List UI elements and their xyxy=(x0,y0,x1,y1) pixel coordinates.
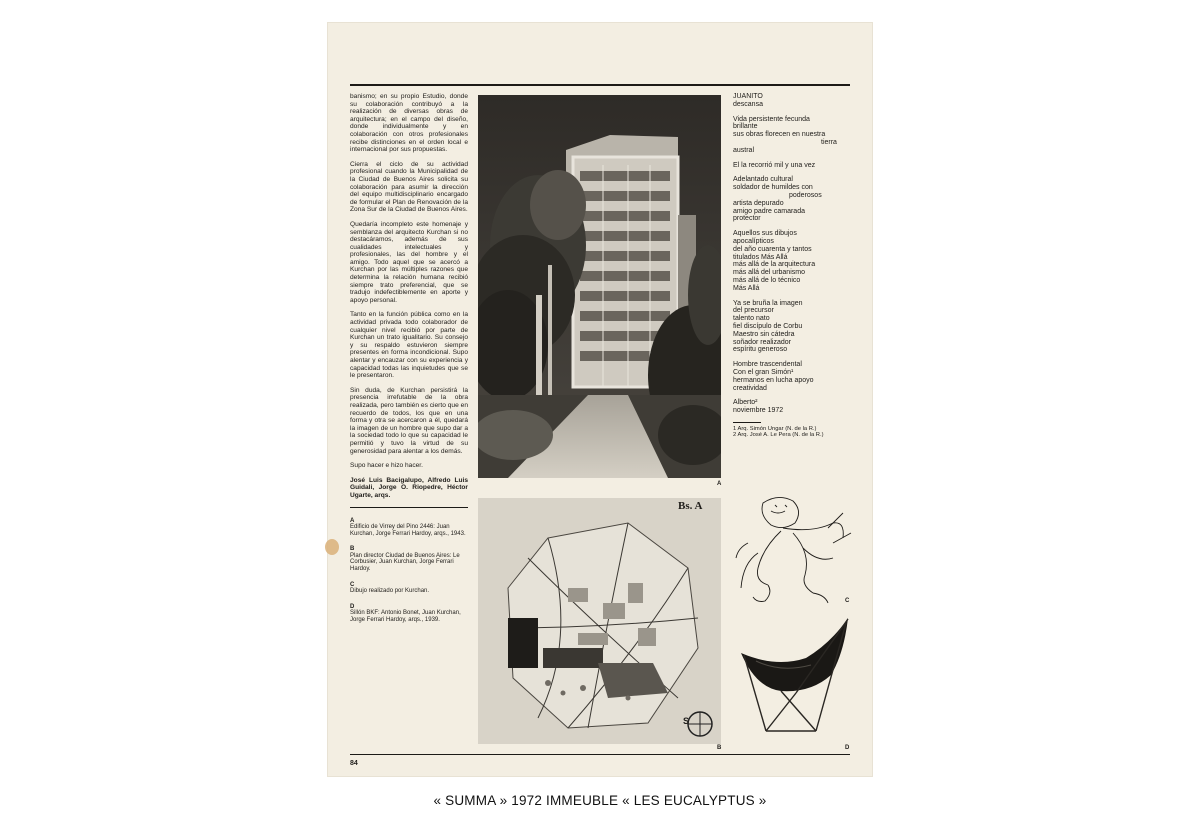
paragraph: Supo hacer e hizo hacer. xyxy=(350,462,423,470)
poem-line: artista depurado xyxy=(733,199,784,207)
poem-line: El la recorrió mil y una vez xyxy=(733,161,816,169)
paragraph: banismo; en su propio Estudio, donde su colaboración contribuyó a la realización de diversas obras de arquitectura; en el campo del diseño, donde individualmente y en colaboración con otros profesionales recibe distinciones en el orden local e internacional por sus propuestas. xyxy=(350,93,468,154)
poem-line: Maestro sin cátedra xyxy=(733,330,795,338)
top-rule xyxy=(350,84,850,86)
poem-stanza xyxy=(733,116,853,155)
poem-line: noviembre 1972 xyxy=(733,407,784,415)
paper-stain xyxy=(325,539,339,555)
bottom-rule xyxy=(350,754,850,755)
poem-line: sus obras florecen en nuestra xyxy=(733,131,826,139)
image-caption: « SUMMA » 1972 IMMEUBLE « LES EUCALYPTUS » xyxy=(433,793,767,808)
footnote: 1 Arq. Simón Ungar (N. de la R.) xyxy=(733,425,817,432)
poem-column xyxy=(733,93,853,439)
city-plan-image xyxy=(478,498,721,744)
poem-line: titulados Más Allá xyxy=(733,253,788,261)
poem-line: más allá de la arquitectura xyxy=(733,261,816,269)
poem-line: JUANITO xyxy=(733,93,763,100)
figure-label-d: D xyxy=(845,745,850,751)
poem-line: Más Allá xyxy=(733,284,760,292)
poem-stanza xyxy=(733,230,853,292)
plan-title: Bs. A xyxy=(678,500,703,512)
poem-line: fiel discípulo de Corbu xyxy=(733,322,803,330)
poem-line: Hombre trascendental xyxy=(733,361,802,369)
caption-b xyxy=(350,546,468,572)
poem-line: descansa xyxy=(733,100,763,108)
poem-line: más allá de lo técnico xyxy=(733,276,801,284)
figure-label-a: A xyxy=(717,481,722,487)
paragraph: Tanto en la función pública como en la actividad privada todo colaborador de cualquier nivel recibió por parte de Kurchan un trato igualitario. Su consejo y su respaldo estuvieron siempre presentes en forma incondicional. Supo alentar y encauzar con su experiencia y capacidad todas las inquietudes que se le presentaron. xyxy=(350,311,468,380)
poem-line: Aquellos sus dibujos xyxy=(733,230,797,238)
poem-line: espíritu generoso xyxy=(733,346,788,354)
poem-line: tierra xyxy=(821,138,837,146)
paragraph: Quedaría incompleto este homenaje y semblanza del arquitecto Kurchan si no destacáramos, además de sus cualidades intelectuales y profesionales, las del hombre y el amigo. Todo aquel que se acercó a Kurchan por las múltiples razones que determina la relación humana recibió siempre trato preferencial, que se tradujo indefectiblemente en aporte y apoyo personal. xyxy=(350,220,468,304)
poem-line: del precursor xyxy=(733,307,774,315)
building-photo xyxy=(478,95,721,478)
caption-letter: A xyxy=(350,517,355,524)
poem-line: soñador realizador xyxy=(733,338,791,346)
sketch-drawing xyxy=(733,493,855,608)
poem-line: del año cuarenta y tantos xyxy=(733,245,812,253)
page-number: 84 xyxy=(350,760,358,767)
footnote: 2 Arq. José A. Le Pera (N. de la R.) xyxy=(733,432,824,439)
poem-stanza xyxy=(733,399,853,415)
poem-line: brillante xyxy=(733,123,758,131)
caption-letter: D xyxy=(350,603,355,610)
authors: José Luis Bacigalupo, Alfredo Luis Guidali, Jorge O. Riopedre, Héctor Ugarte, arqs. xyxy=(350,476,468,499)
compass-letter: S xyxy=(683,716,690,726)
caption-letter: B xyxy=(350,546,355,553)
poem-line: talento nato xyxy=(733,315,770,323)
separator xyxy=(350,507,468,508)
bkf-chair-image xyxy=(736,613,854,738)
caption-text: Plan director Ciudad de Buenos Aires: Le Corbusier, Juan Kurchan, Jorge Ferrari Hardoy. xyxy=(350,552,460,573)
caption-text: Dibujo realizado por Kurchan. xyxy=(350,588,430,595)
poem-line: Adelantado cultural xyxy=(733,176,793,184)
poem-line: hermanos en lucha apoyo xyxy=(733,376,814,384)
paragraph: Sin duda, de Kurchan persistirá la presencia irrefutable de la obra realizada, pero también es cierto que en recuerdo de todos, los que en una forma y otra se acercaron a él, quedará la imagen de un hombre que supo dar a la sociedad todo lo que su capacidad le permitió y tuvo la virtud de su generosidad para alentar a los demás. xyxy=(350,386,468,455)
poem-line: apocalípticos xyxy=(733,237,774,245)
poem-line: austral xyxy=(733,146,755,154)
poem-stanza xyxy=(733,93,853,109)
poem-stanza xyxy=(733,162,853,170)
poem-line: soldador de humildes con xyxy=(733,184,813,192)
magazine-page xyxy=(328,23,872,776)
paragraph: Cierra el ciclo de su actividad profesional cuando la Municipalidad de la Ciudad de Buenos Aires solicita su colaboración para asumir la dirección del equipo multidisciplinario encargado de formular el Plan de Renovación de la Zona Sur de la Ciudad de Buenos Aires. xyxy=(350,160,468,214)
figure-label-c: C xyxy=(845,598,850,604)
poem-line: protector xyxy=(733,215,761,223)
poem-footnotes xyxy=(733,422,824,439)
poem-stanza xyxy=(733,361,853,392)
caption-a xyxy=(350,518,468,538)
poem-stanza xyxy=(733,176,853,223)
poem-line: Con el gran Simón¹ xyxy=(733,368,794,376)
poem-line: Vida persistente fecunda xyxy=(733,115,810,123)
poem-line: Alberto² xyxy=(733,399,758,407)
figure-label-b: B xyxy=(717,745,722,751)
poem-line: amigo padre camarada xyxy=(733,207,805,215)
poem-line: creatividad xyxy=(733,384,767,392)
poem-line: Ya se bruña la imagen xyxy=(733,299,803,307)
poem-line: poderosos xyxy=(789,191,822,199)
caption-text: Edificio de Virrey del Pino 2446: Juan Kurchan, Jorge Ferrari Hardoy, arqs., 1943. xyxy=(350,524,466,537)
poem-stanza xyxy=(733,300,853,355)
poem-line: más allá del urbanismo xyxy=(733,269,805,277)
caption-c xyxy=(350,582,468,595)
caption-letter: C xyxy=(350,581,355,588)
left-text-column xyxy=(350,93,468,633)
caption-d xyxy=(350,604,468,624)
caption-text: Sillón BKF: Antonio Bonet, Juan Kurchan, Jorge Ferrari Hardoy, arqs., 1939. xyxy=(350,610,461,624)
